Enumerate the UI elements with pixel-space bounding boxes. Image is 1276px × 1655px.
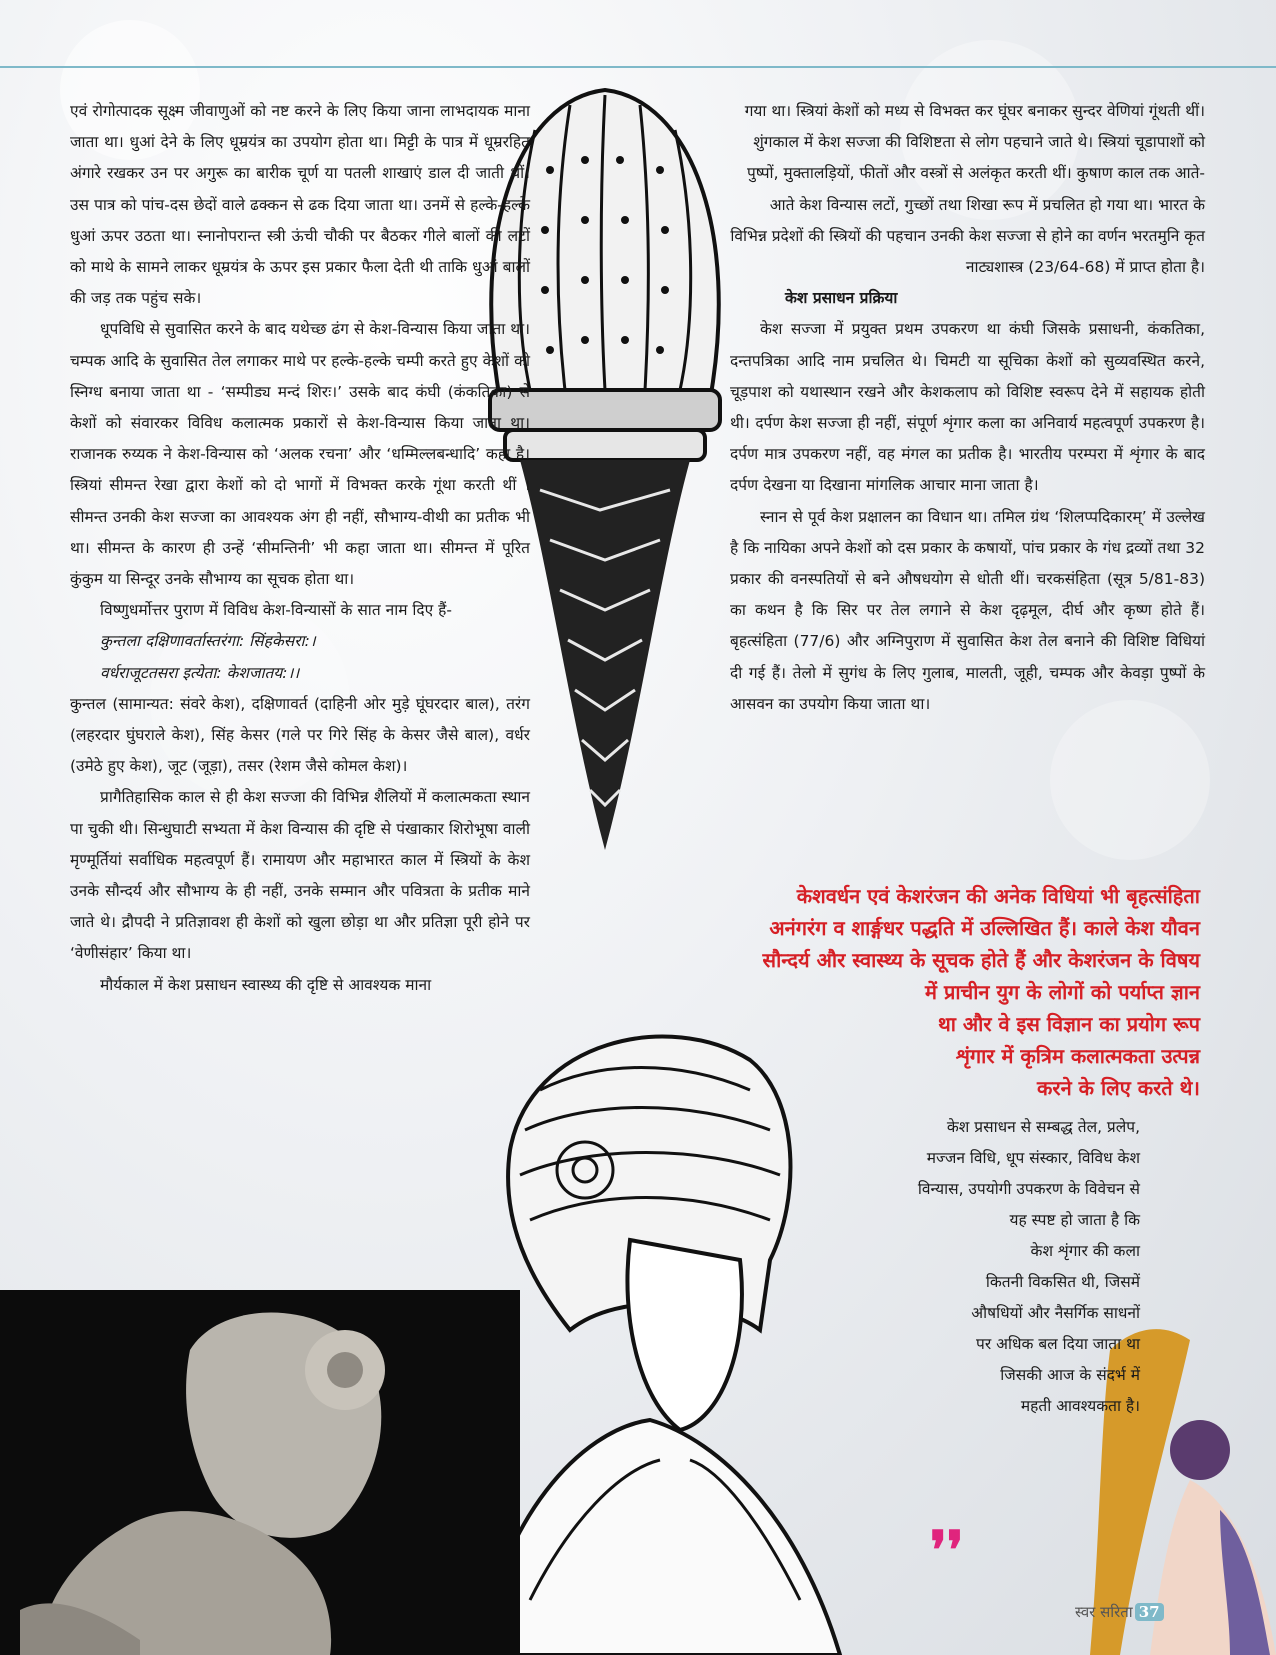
closing-text	[860, 1112, 1140, 1422]
closing-line: विन्यास, उपयोगी उपकरण के विवेचन से	[917, 1180, 1140, 1198]
pull-quote	[640, 880, 1200, 1104]
closing-line: केश प्रसाधन से सम्बद्ध तेल, प्रलेप,	[946, 1118, 1140, 1136]
page-number: 37	[1135, 1603, 1164, 1621]
closing-line: यह स्पष्ट हो जाता है कि	[1009, 1211, 1140, 1229]
paragraph: धूपविधि से सुवासित करने के बाद यथेच्छ ढंग से केश-विन्यास किया जाता था। चम्पक आदि के सुवासित तेल लगाकर माथे पर हल्के-हल्के चम्पी करते हुए केशों को स्निग्ध बनाया जाता था - ‘सम्पीड्य मन्दं शिरः।’ उसके बाद कंघी (कंकतिका) से केशों को संवारकर विविध कलात्मक प्रकारों से केश-विन्यास किया जाता था। राजानक रुय्यक ने केश-विन्यास को ‘अलक रचना’ और ‘धम्मिल्लबन्धादि’ कहा है। स्त्रियां सीमन्त रेखा द्वारा केशों को दो भागों में विभक्त करके गूंथा करती थीं । सीमन्त उनकी केश सज्जा का आवश्यक अंग ही नहीं, सौभाग्य-वीथी का प्रतीक भी था। सीमन्त के कारण ही उन्हें ‘सीमन्तिनी’ भी कहा जाता था। सीमन्त में पूरित कुंकुम या सिन्दूर उनके सौभाग्य का सूचक होता था।	[70, 320, 530, 589]
closing-line: कितनी विकसित थी, जिसमें	[985, 1273, 1140, 1291]
pull-quote-line: करने के लिए करते थे।	[1037, 1076, 1200, 1100]
sculpture-photo	[0, 1290, 520, 1655]
paragraph: विष्णुधर्मोत्तर पुराण में विविध केश-विन्यासों के सात नाम दिए हैं-	[100, 601, 452, 620]
paragraph: कुन्तल (सामान्यत: संवरे केश), दक्षिणावर्त (दाहिनी ओर मुड़े घूंघरदार बाल), तरंग (लहरदार घुंघराले केश), सिंह केसर (गले पर गिरे सिंह के केसर जैसे बाल), वर्धर (उमेठे हुए केश), जूट (जूड़ा), तसर (रेशम जैसे कोमल केश)।	[70, 694, 530, 776]
right-column	[730, 96, 1205, 720]
left-column	[70, 96, 530, 1001]
top-rule	[0, 66, 1276, 68]
paragraph: केश सज्जा में प्रयुक्त प्रथम उपकरण था कंघी जिसके प्रसाधनी, कंकतिका, दन्तपत्रिका आदि नाम प्रचलित थे। चिमटी या सूचिका केशों को सुव्यवस्थित करने, चूड़पाश को यथास्थान रखने और केशकलाप को विशिष्ट स्वरूप देने में सहायक होती थी। दर्पण केश सज्जा ही नहीं, संपूर्ण शृंगार कला का अनिवार्य महत्वपूर्ण उपकरण है। दर्पण मात्र उपकरण नहीं, वह मंगल का प्रतीक है। भारतीय परम्परा में शृंगार के बाद दर्पण देखना या दिखाना मांगलिक आचार माना जाता है।	[730, 320, 1205, 495]
pull-quote-line: था और वे इस विज्ञान का प्रयोग रूप	[937, 1012, 1200, 1036]
pull-quote-line: में प्राचीन युग के लोगों को पर्याप्त ज्ञान	[925, 980, 1200, 1004]
section-heading: केश प्रसाधन प्रक्रिया	[785, 289, 898, 308]
pull-quote-line: सौन्दर्य और स्वास्थ्य के सूचक होते हैं और केशरंजन के विषय	[762, 948, 1200, 972]
pull-quote-line: अनंगरंग व शार्ङ्गधर पद्धति में उल्लिखित हैं। काले केश यौवन	[769, 916, 1200, 940]
page-footer	[1075, 1602, 1164, 1622]
closing-line: पर अधिक बल दिया जाता था	[976, 1335, 1140, 1353]
right-intro: गया था। स्त्रियां केशों को मध्य से विभक्त कर घूंघर बनाकर सुन्दर वेणियां गूंथती थीं। शुंगकाल में केश सज्जा की विशिष्टता से लोग पहचाने जाते थे। स्त्रियां चूडापाशों को पुष्पों, मुक्तालड़ियों, फीतों और वस्त्रों से अलंकृत करती थीं। कुषाण काल तक आते-आते केश विन्यास लटों, गुच्छों तथा शिखा रूप में प्रचलित हो गया था। भारत के विभिन्न प्रदेशों की स्त्रियों की पहचान उनकी केश सज्जा से होने का वर्णन भरतमुनि कृत नाट्यशास्त्र (23/64-68) में प्राप्त होता है।	[730, 102, 1205, 277]
magazine-name: स्वर सरिता	[1075, 1603, 1133, 1621]
paragraph: मौर्यकाल में केश प्रसाधन स्वास्थ्य की दृष्टि से आवश्यक माना	[100, 975, 432, 994]
verse-line: कुन्तला दक्षिणावर्तास्तरंगा: सिंहकेसरा:।	[100, 632, 316, 651]
paragraph: स्नान से पूर्व केश प्रक्षालन का विधान था। तमिल ग्रंथ ‘शिलप्पदिकारम्’ में उल्लेख है कि नायिका अपने केशों को दस प्रकार के कषायों, पांच प्रकार के गंध द्रव्यों तथा 32 प्रकार की वनस्पतियों से बने औषधयोग से धोती थीं। चरकसंहिता (सूत्र 5/81-83) का कथन है कि सिर पर तेल लगाने से केश दृढ़मूल, दीर्घ और कृष्ण होते हैं। बृहत्संहिता (77/6) और अग्निपुराण में सुवासित केश तेल बनाने की विशिष्ट विधियां दी गई हैं। तेलो में सुगंध के लिए गुलाब, मालती, जूही, चम्पक और केवड़ा पुष्पों के आसवन का उपयोग किया जाता था।	[730, 507, 1205, 713]
closing-line: औषधियों और नैसर्गिक साधनों	[971, 1304, 1140, 1322]
closing-line: केश शृंगार की कला	[1030, 1242, 1140, 1260]
quote-mark-icon: ❜❜	[930, 1520, 964, 1581]
closing-line: महती आवश्यकता है।	[1020, 1397, 1140, 1415]
pull-quote-line: केशवर्धन एवं केशरंजन की अनेक विधियां भी बृहत्संहिता	[796, 884, 1200, 908]
pull-quote-line: शृंगार में कृत्रिम कलात्मकता उत्पन्न	[955, 1044, 1200, 1068]
paragraph: एवं रोगोत्पादक सूक्ष्म जीवाणुओं को नष्ट करने के लिए किया जाना लाभदायक माना जाता था। धुआं देने के लिए धूम्रयंत्र का उपयोग होता था। मिट्टी के पात्र में धूम्ररहित अंगारे रखकर उन पर अगुरू का बारीक चूर्ण या पतली शाखाएं डाल दी जाती थीं। उस पात्र को पांच-दस छेदों वाले ढक्कन से ढक दिया जाता था। उनमें से हल्के-हल्के धुआं ऊपर उठता था। स्नानोपरान्त स्त्री ऊंची चौकी पर बैठकर गीले बालों की लटों को माथे के सामने लाकर धूम्रयंत्र के ऊपर इस प्रकार फैला देती थी ताकि धुआं बालों की जड़ तक पहुंच सके।	[70, 102, 530, 308]
paragraph: प्रागैतिहासिक काल से ही केश सज्जा की विभिन्न शैलियों में कलात्मकता स्थान पा चुकी थी। सिन्धुघाटी सभ्यता में केश विन्यास की दृष्टि से पंखाकार शिरोभूषा वाली मृण्मूर्तियां सर्वाधिक महत्वपूर्ण हैं। रामायण और महाभारत काल में स्त्रियों के केश उनके सौन्दर्य और सौभाग्य के ही नहीं, उनके सम्मान और पवित्रता के प्रतीक माने जाते थे। द्रौपदी ने प्रतिज्ञावश ही केशों को खुला छोड़ा था और प्रतिज्ञा पूरी होने पर ‘वेणीसंहार’ किया था।	[70, 788, 530, 963]
closing-line: मज्जन विधि, धूप संस्कार, विविध केश	[926, 1149, 1140, 1167]
verse-line: वर्धराजूटतसरा इत्येता: केशजातय:।।	[100, 663, 300, 682]
closing-line: जिसकी आज के संदर्भ में	[1000, 1366, 1140, 1384]
